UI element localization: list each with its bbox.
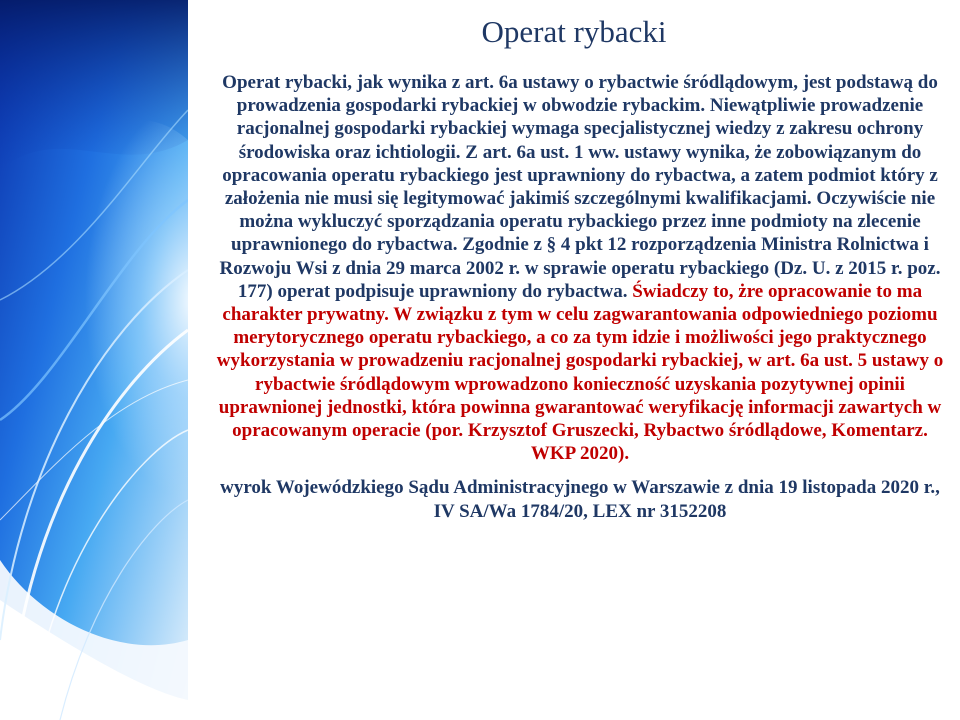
slide-body — [210, 71, 950, 523]
court-citation: wyrok Wojewódzkiego Sądu Administracyjnego w Warszawie z dnia 19 listopada 2020 r., IV SA/Wa 1784/20, LEX nr 3152208 — [220, 477, 940, 522]
slide-title: Operat rybacki — [481, 14, 667, 49]
main-paragraph — [210, 71, 950, 465]
decorative-blue-swirl-background — [0, 0, 188, 720]
paragraph-blue-part: Operat rybacki, jak wynika z art. 6a ustawy o rybactwie śródlądowym, jest podstawą do prowadzenia gospodarki rybackiej w obwodzie rybackim. Niewątpliwie prowadzenie racjonalnej gospodarki rybackiej wymaga specjalistycznej wiedzy z zakresu ochrony środowiska oraz ichtiologii. Z art. 6a ust. 1 ww. ustawy wynika, że zobowiązanym do opracowania operatu rybackiego jest uprawniony do rybactwa, a zatem podmiot który z założenia nie musi się legitymować jakimiś szczególnymi kwalifikacjami. Oczywiście nie można wykluczyć sporządzania operatu rybackiego przez inne podmioty na zlecenie uprawnionego do rybactwa. Zgodnie z § 4 pkt 12 rozporządzenia Ministra Rolnictwa i Rozwoju Wsi z dnia 29 marca 2002 r. w sprawie operatu rybackiego (Dz. U. z 2015 r. poz. 177) operat podpisuje uprawniony do rybactwa. — [219, 72, 941, 302]
paragraph-red-part: Świadczy to, żre opracowanie to ma charakter prywatny. W związku z tym w celu zagwarantowania odpowiedniego poziomu merytorycznego operatu rybackiego, a co za tym idzie i możliwości jego praktycznego wykorzystania w prowadzeniu racjonalnej gospodarki rybackiej, w art. 6a ust. 5 ustawy o rybactwie śródlądowym wprowadzono konieczność uzyskania pozytywnej opinii uprawnionej jednostki, która powinna gwarantować weryfikację informacji zawartych w opracowanym operacie (por. Krzysztof Gruszecki, Rybactwo śródlądowe, Komentarz. WKP 2020). — [216, 280, 944, 465]
